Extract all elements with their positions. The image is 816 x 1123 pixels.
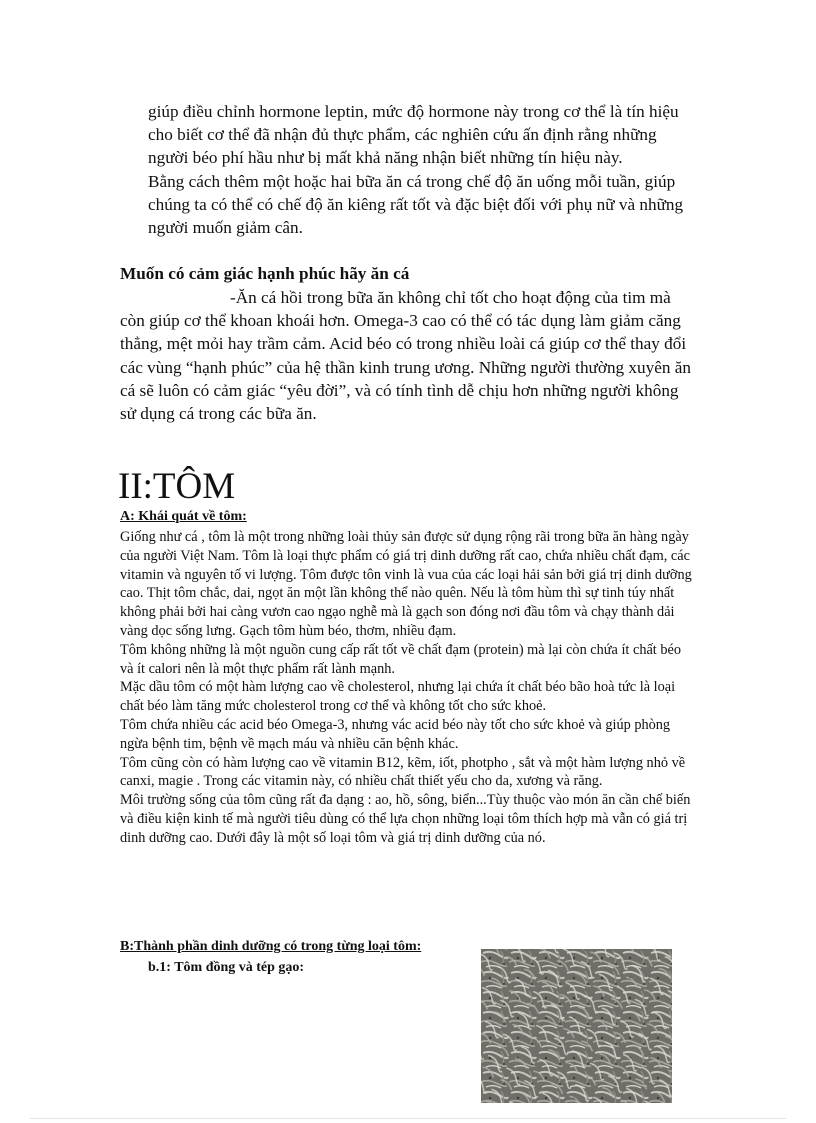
section-a-body [120,528,695,848]
section-a-paragraph: Giống như cá , tôm là một trong những loài thủy sản được sử dụng rộng rãi trong bữa ăn hàng ngày của người Việt Nam. Tôm là loại thực phẩm có giá trị dinh dưỡng rất cao, chứa nhiều chất đạm, các vitamin và nguyên tố vi lượng. Tôm được tôn vinh là vua của các loại hải sản bởi giá trị dinh dưỡng cao. Thịt tôm chắc, dai, ngọt ăn một lần không thể nào quên. Nếu là tôm hùm thì sự tinh túy nhất không phải bởi hai càng vươn cao ngạo nghễ mà là gạch son đóng nơi đầu tôm và chạy thành dải vàng dọc sống lưng. Gạch tôm hùm béo, thơm, nhiều đạm. [120,529,692,639]
section-a-paragraph: Môi trường sống của tôm cũng rất đa dạng : ao, hồ, sông, biển...Tùy thuộc vào món ăn cần chế biến và điều kiện kinh tế mà người tiêu dùng có thể lựa chọn những loại tôm thích hợp mà vẫn có giá trị dinh dưỡng cao. Dưới đây là một số loại tôm và giá trị dinh dưỡng của nó. [120,792,691,846]
happiness-heading: Muốn có cảm giác hạnh phúc hãy ăn cá [120,264,410,283]
section-a-paragraph: Tôm cũng còn có hàm lượng cao về vitamin B12, kẽm, iốt, photpho , sắt và một hàm lượng nhỏ về canxi, magie . Trong các vitamin này, có nhiều chất thiết yếu cho da, xương và răng. [120,754,686,790]
section-a-paragraph: Mặc dầu tôm có một hàm lượng cao về cholesterol, nhưng lại chứa ít chất béo bão hoà tức là loại chất béo làm tăng mức cholesterol trong cơ thể và không tốt cho sức khoẻ. [120,679,676,715]
section-a-paragraph: Tôm không những là một nguồn cung cấp rất tốt về chất đạm (protein) mà lại còn chứa ít chất béo và ít calori nên là một thực phẩm rất lành mạnh. [120,641,681,677]
section-a-paragraph: Tôm chứa nhiều các acid béo Omega-3, nhưng vác acid béo này tốt cho sức khoẻ và giúp phòng ngừa bệnh tim, bệnh về mạch máu và nhiều căn bệnh khác. [120,716,671,752]
page-bottom-rule [30,1118,786,1119]
happiness-body-text: -Ăn cá hồi trong bữa ăn không chỉ tốt cho hoạt động của tim mà còn giúp cơ thể khoan khoái hơn. Omega-3 cao có thể có tác dụng làm giảm căng thẳng, mệt mỏi hay trầm cảm. Acid béo có trong nhiều loài cá giúp cơ thể thay đổi các vùng “hạnh phúc” của hệ thần kinh trung ương. Những người thường xuyên ăn cá sẽ luôn có cảm giác “yêu đời”, và có tính tình dễ chịu hơn những người không sử dụng cá trong các bữa ăn. [120,288,691,424]
intro-text-block [148,100,693,239]
happiness-body [120,286,695,425]
intro-paragraph-2: Bằng cách thêm một hoặc hai bữa ăn cá trong chế độ ăn uống mỗi tuần, giúp chúng ta có thể có chế độ ăn kiêng rất tốt và đặc biệt đối với phụ nữ và những người muốn giảm cân. [148,171,684,238]
section-b1-heading: b.1: Tôm đồng và tép gạo: [148,960,305,975]
section-b-heading: B:Thành phần dinh dưỡng có trong từng loại tôm: [120,939,422,954]
section-a-heading: A: Khái quát về tôm: [120,509,247,524]
intro-paragraph-1: giúp điều chỉnh hormone leptin, mức độ hormone này trong cơ thể là tín hiệu cho biết cơ thể đã nhận đủ thực phẩm, các nghiên cứu ấn định rằng những người béo phí hầu như bị mất khả năng nhận biết những tín hiệu này. [148,102,679,168]
shrimp-photo [481,949,672,1103]
main-title: II:TÔM [118,466,236,507]
